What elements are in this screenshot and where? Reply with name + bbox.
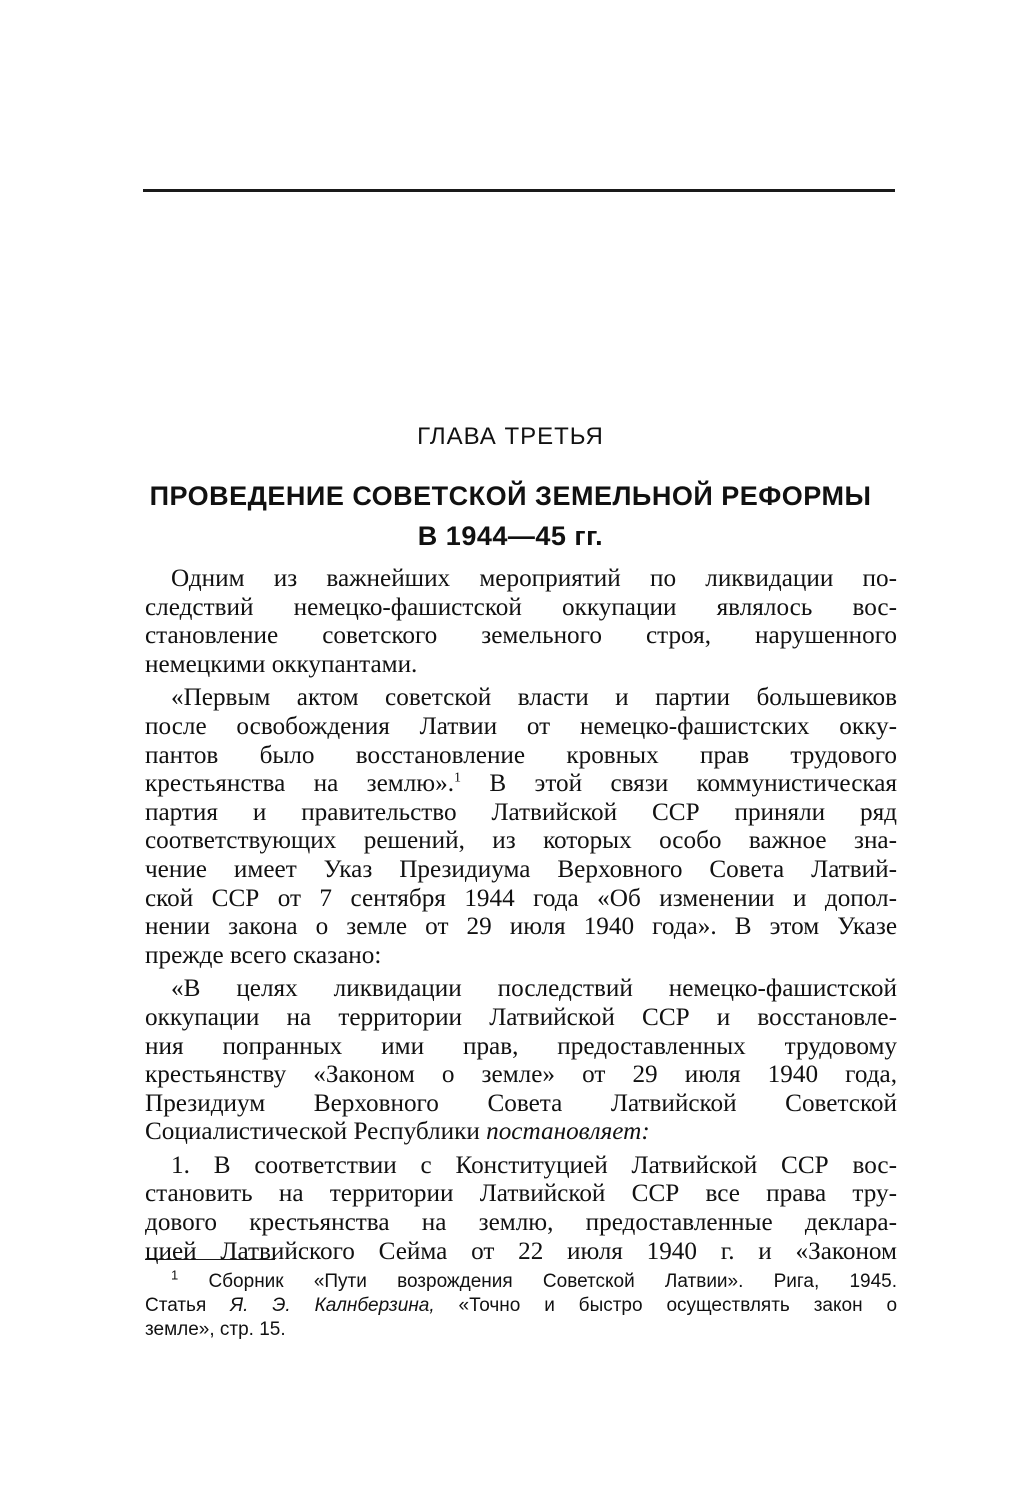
footnote-line xyxy=(145,1267,898,1294)
footnote xyxy=(145,1267,898,1342)
text-line: становление советского земельного строя, нарушенного xyxy=(145,622,897,650)
text-line: немецкими оккупантами. xyxy=(145,650,418,678)
footnote-author: Я. Э. Калнберзина, xyxy=(230,1295,435,1316)
text-line: прежде всего сказано: xyxy=(145,941,382,969)
footnote-text: «Точно и быстро осуществлять закон о xyxy=(458,1295,898,1316)
paragraph-2 xyxy=(145,684,897,970)
quote-continuation: В этой связи коммунистическая xyxy=(489,770,897,798)
text-line: Одним из важнейших мероприятий по ликвидации по- xyxy=(171,565,897,592)
text-line: чение имеет Указ Президиума Верховного Совета Латвий- xyxy=(145,855,897,883)
paragraph-3 xyxy=(145,975,897,1147)
text-line: следствий немецко-фашистской оккупации являлось вос- xyxy=(145,593,897,621)
footnote-line: земле», стр. 15. xyxy=(145,1319,286,1340)
text-segment: Социалистической Республики xyxy=(145,1118,480,1146)
footnote-text: Сборник «Пути возрождения Советской Латвии». Рига, 1945. xyxy=(208,1271,898,1292)
footnote-line xyxy=(145,1294,897,1318)
text-line: цией Латвийского Сейма от 22 июля 1940 г. и «Законом xyxy=(145,1237,897,1265)
text-line: ской ССР от 7 сентября 1944 года «Об изменении и допол- xyxy=(145,884,897,912)
footnote-rule xyxy=(145,1259,275,1260)
text-line: 1. В соответствии с Конституцией Латвийской ССР вос- xyxy=(171,1151,897,1179)
text-line: ния попранных ими прав, предоставленных трудовому xyxy=(145,1032,897,1060)
text-line: пантов было восстановление кровных прав трудового xyxy=(145,741,897,769)
text-line: нении закона о земле от 29 июля 1940 года». В этом Указе xyxy=(145,913,897,941)
top-rule xyxy=(143,189,895,192)
chapter-title-line-1: ПРОВЕДЕНИЕ СОВЕТСКОЙ ЗЕМЕЛЬНОЙ РЕФОРМЫ xyxy=(149,481,872,511)
body-text xyxy=(145,565,897,1266)
chapter-label: ГЛАВА ТРЕТЬЯ xyxy=(417,423,604,450)
text-line: «В целях ликвидации последствий немецко-фашистской xyxy=(171,975,897,1003)
chapter-title xyxy=(0,476,1021,556)
text-line xyxy=(145,1118,897,1147)
chapter-title-line-2: В 1944—45 гг. xyxy=(417,521,604,551)
text-line: соответствующих решений, из которых особо важное зна- xyxy=(145,827,897,855)
text-line: крестьянству «Законом о земле» от 29 июля 1940 года, xyxy=(145,1061,897,1089)
text-line: партия и правительство Латвийской ССР приняли ряд xyxy=(145,798,897,826)
text-line: Президиум Верховного Совета Латвийской Советской xyxy=(145,1089,897,1117)
text-line: дового крестьянства на землю, предоставленные деклара- xyxy=(145,1209,897,1237)
paragraph-4 xyxy=(145,1152,897,1266)
text-line-with-footnote-ref xyxy=(145,770,897,799)
text-line: после освобождения Латвии от немецко-фашистских окку- xyxy=(145,712,897,740)
footnote-reference: 1 xyxy=(454,770,462,786)
text-line: «Первым актом советской власти и партии большевиков xyxy=(171,684,897,712)
footnote-text: Статья xyxy=(145,1295,207,1316)
paragraph-1 xyxy=(145,565,897,679)
text-line: оккупации на территории Латвийской ССР и восстановле- xyxy=(145,1003,897,1031)
emphasis-text: постановляет: xyxy=(486,1118,650,1146)
text-line: становить на территории Латвийской ССР все права тру- xyxy=(145,1180,897,1208)
footnote-mark: 1 xyxy=(171,1267,179,1283)
quote-end: крестьянства на землю». xyxy=(145,770,455,798)
